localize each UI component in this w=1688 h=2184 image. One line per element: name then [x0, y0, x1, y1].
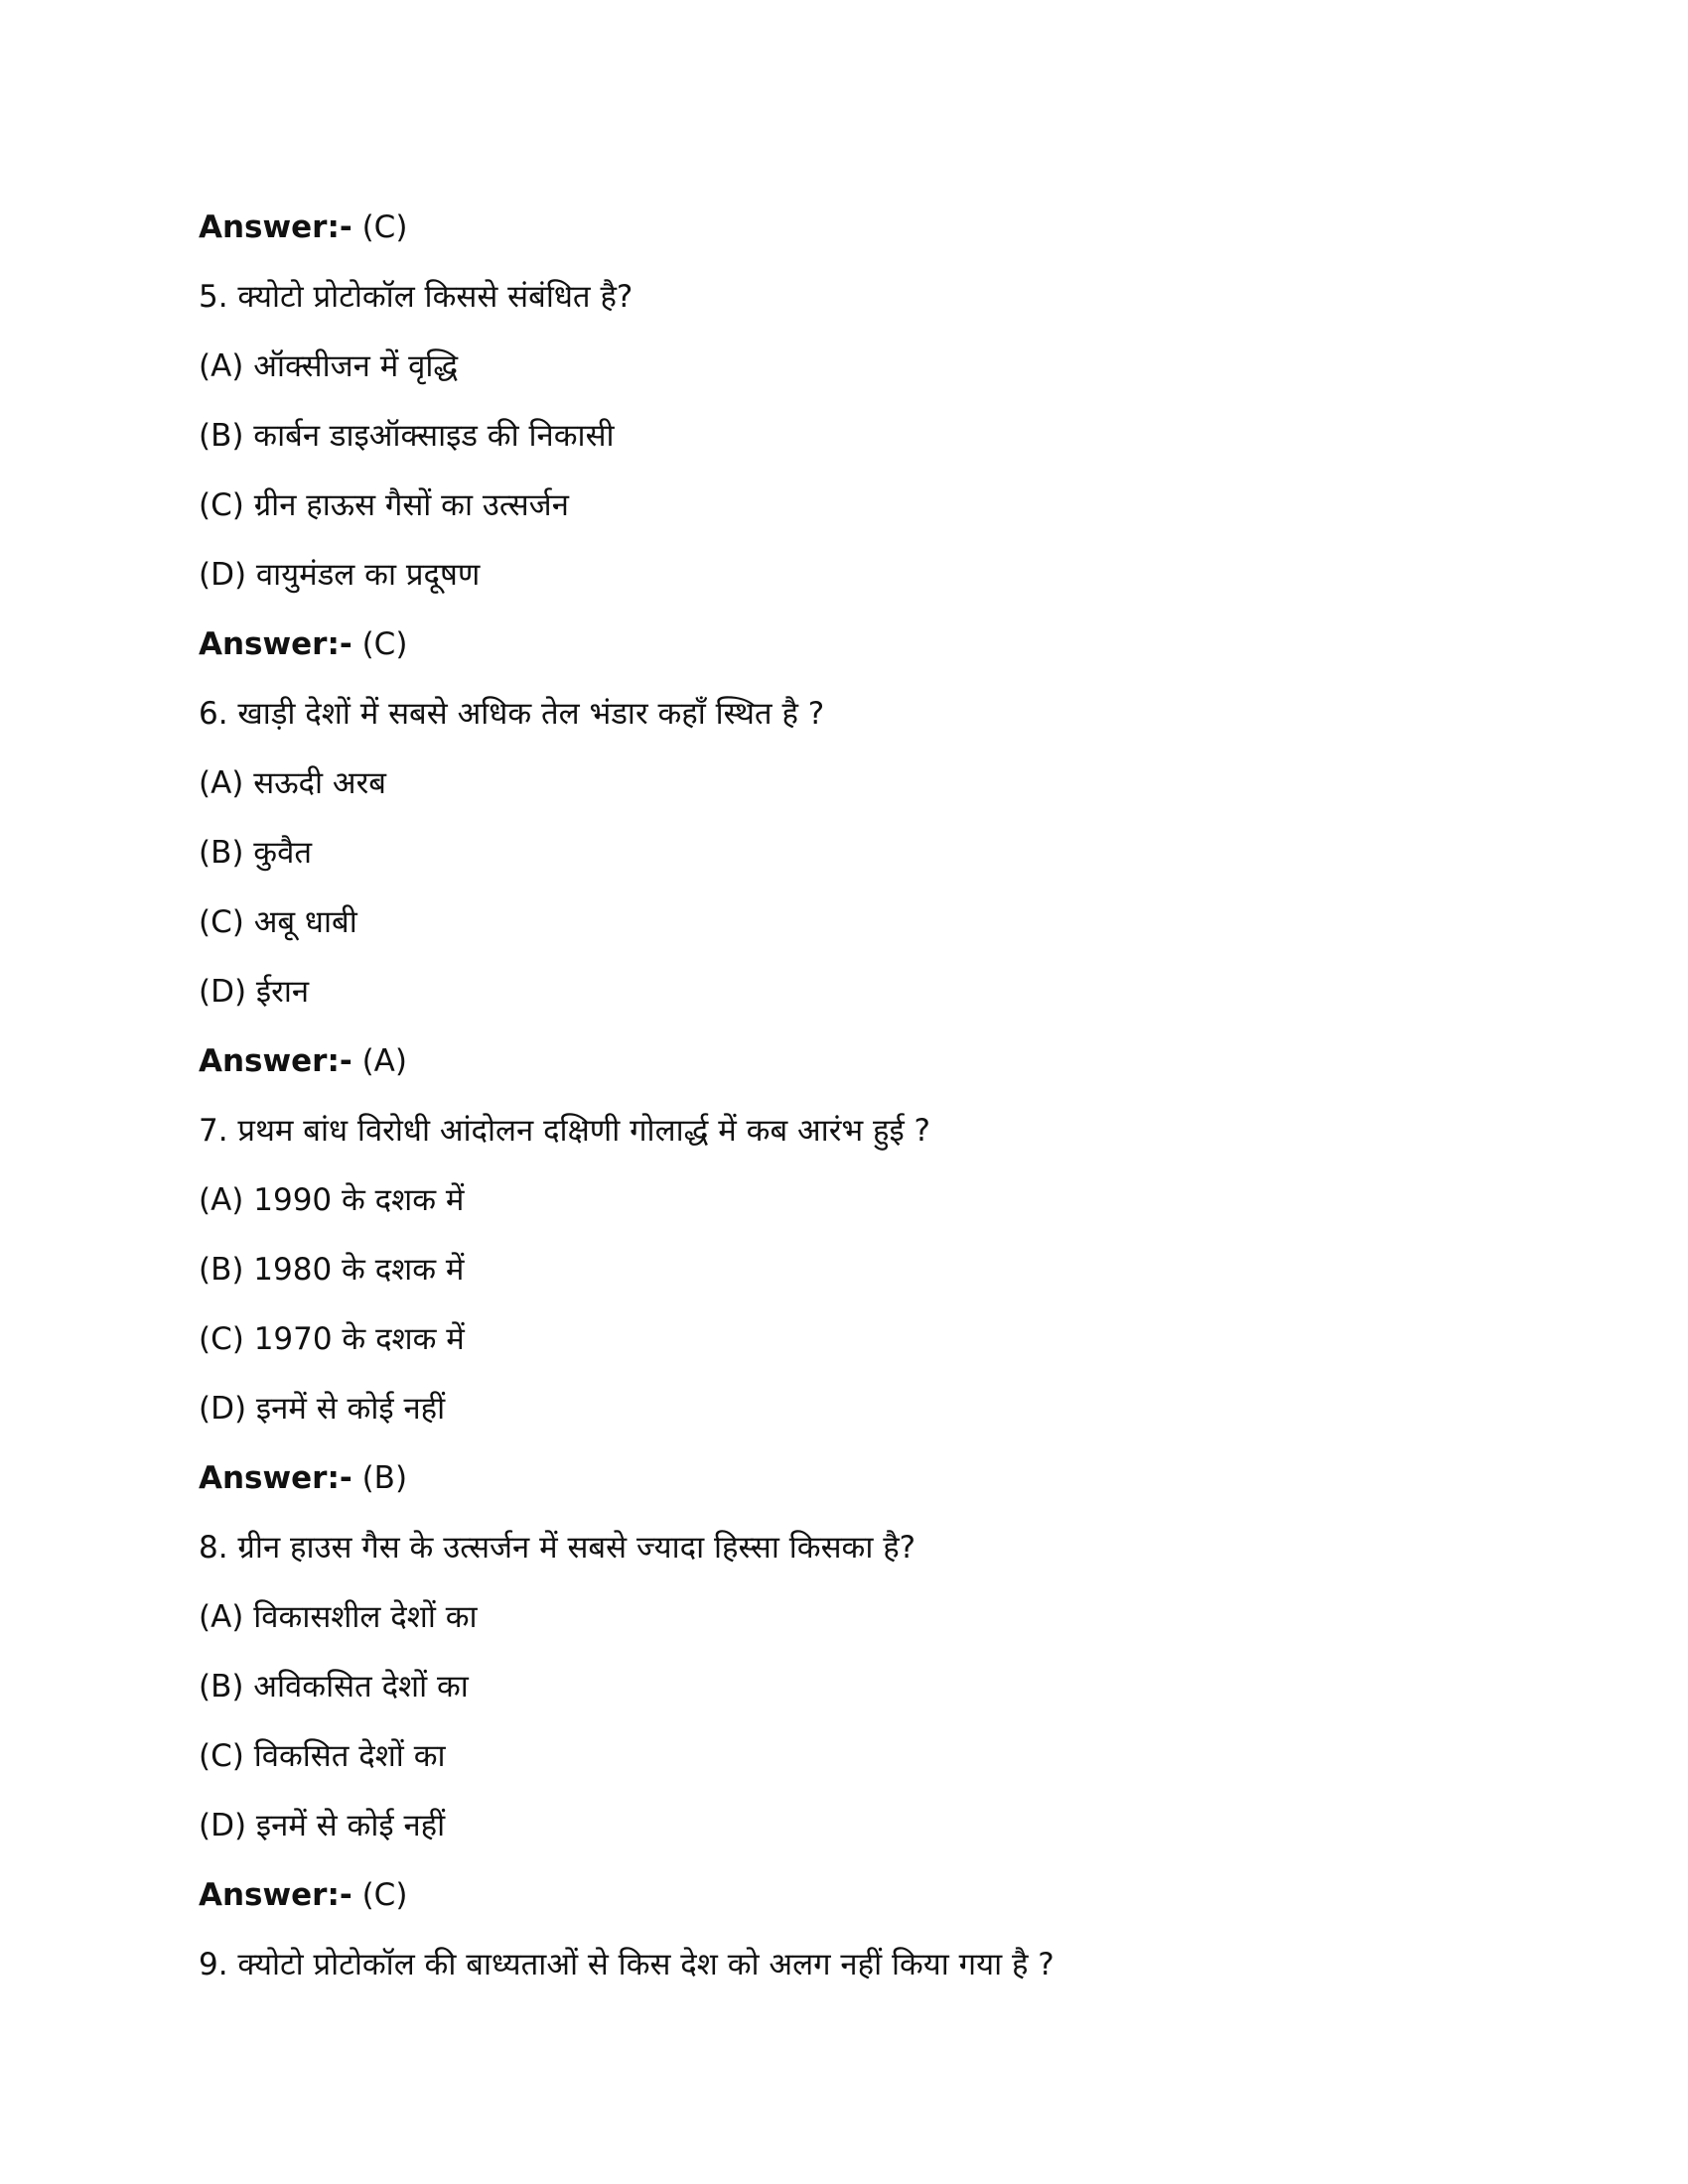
answer-label: Answer:- — [199, 1877, 352, 1913]
option-b: (B) कार्बन डाइऑक्साइड की निकासी — [199, 418, 615, 454]
option-c: (C) 1970 के दशक में — [199, 1321, 465, 1357]
option-d: (D) ईरान — [199, 974, 310, 1010]
option-c: (C) अबू धाबी — [199, 904, 357, 940]
question-9: 9. क्योटो प्रोटोकॉल की बाध्यताओं से किस देश को अलग नहीं किया गया है ? — [199, 1947, 1055, 1982]
answer-label: Answer:- — [199, 1460, 352, 1496]
option-a: (A) सऊदी अरब — [199, 765, 386, 801]
answer-line — [199, 1026, 1569, 1096]
answer-line — [199, 1443, 1569, 1513]
question-8: 8. ग्रीन हाउस गैस के उत्सर्जन में सबसे ज्यादा हिस्सा किसका है? — [199, 1530, 916, 1566]
answer-value: (C) — [352, 1877, 408, 1913]
option-c: (C) विकसित देशों का — [199, 1738, 446, 1774]
answer-value: (C) — [352, 626, 408, 662]
question-6: 6. खाड़ी देशों में सबसे अधिक तेल भंडार कहाँ स्थित है ? — [199, 696, 825, 732]
option-a: (A) ऑक्सीजन में वृद्धि — [199, 348, 459, 384]
answer-label: Answer:- — [199, 626, 352, 662]
answer-value: (B) — [352, 1460, 408, 1496]
answer-line — [199, 610, 1569, 679]
question-5: 5. क्योटो प्रोटोकॉल किससे संबंधित है? — [199, 279, 633, 315]
answer-label: Answer:- — [199, 1043, 352, 1079]
option-d: (D) इनमें से कोई नहीं — [199, 1391, 446, 1427]
option-b: (B) अविकसित देशों का — [199, 1669, 469, 1705]
answer-value: (A) — [352, 1043, 407, 1079]
option-a: (A) विकासशील देशों का — [199, 1599, 478, 1635]
answer-label: Answer:- — [199, 209, 352, 245]
answer-line — [199, 193, 1569, 262]
option-d: (D) इनमें से कोई नहीं — [199, 1808, 446, 1843]
option-a: (A) 1990 के दशक में — [199, 1182, 465, 1218]
quiz-content — [199, 193, 1569, 1999]
answer-value: (C) — [352, 209, 408, 245]
question-7: 7. प्रथम बांध विरोधी आंदोलन दक्षिणी गोलार्द्ध में कब आरंभ हुई ? — [199, 1113, 931, 1149]
option-b: (B) कुवैत — [199, 835, 313, 871]
option-b: (B) 1980 के दशक में — [199, 1252, 465, 1288]
answer-line — [199, 1860, 1569, 1930]
option-d: (D) वायुमंडल का प्रदूषण — [199, 557, 481, 593]
option-c: (C) ग्रीन हाऊस गैसों का उत्सर्जन — [199, 487, 569, 523]
